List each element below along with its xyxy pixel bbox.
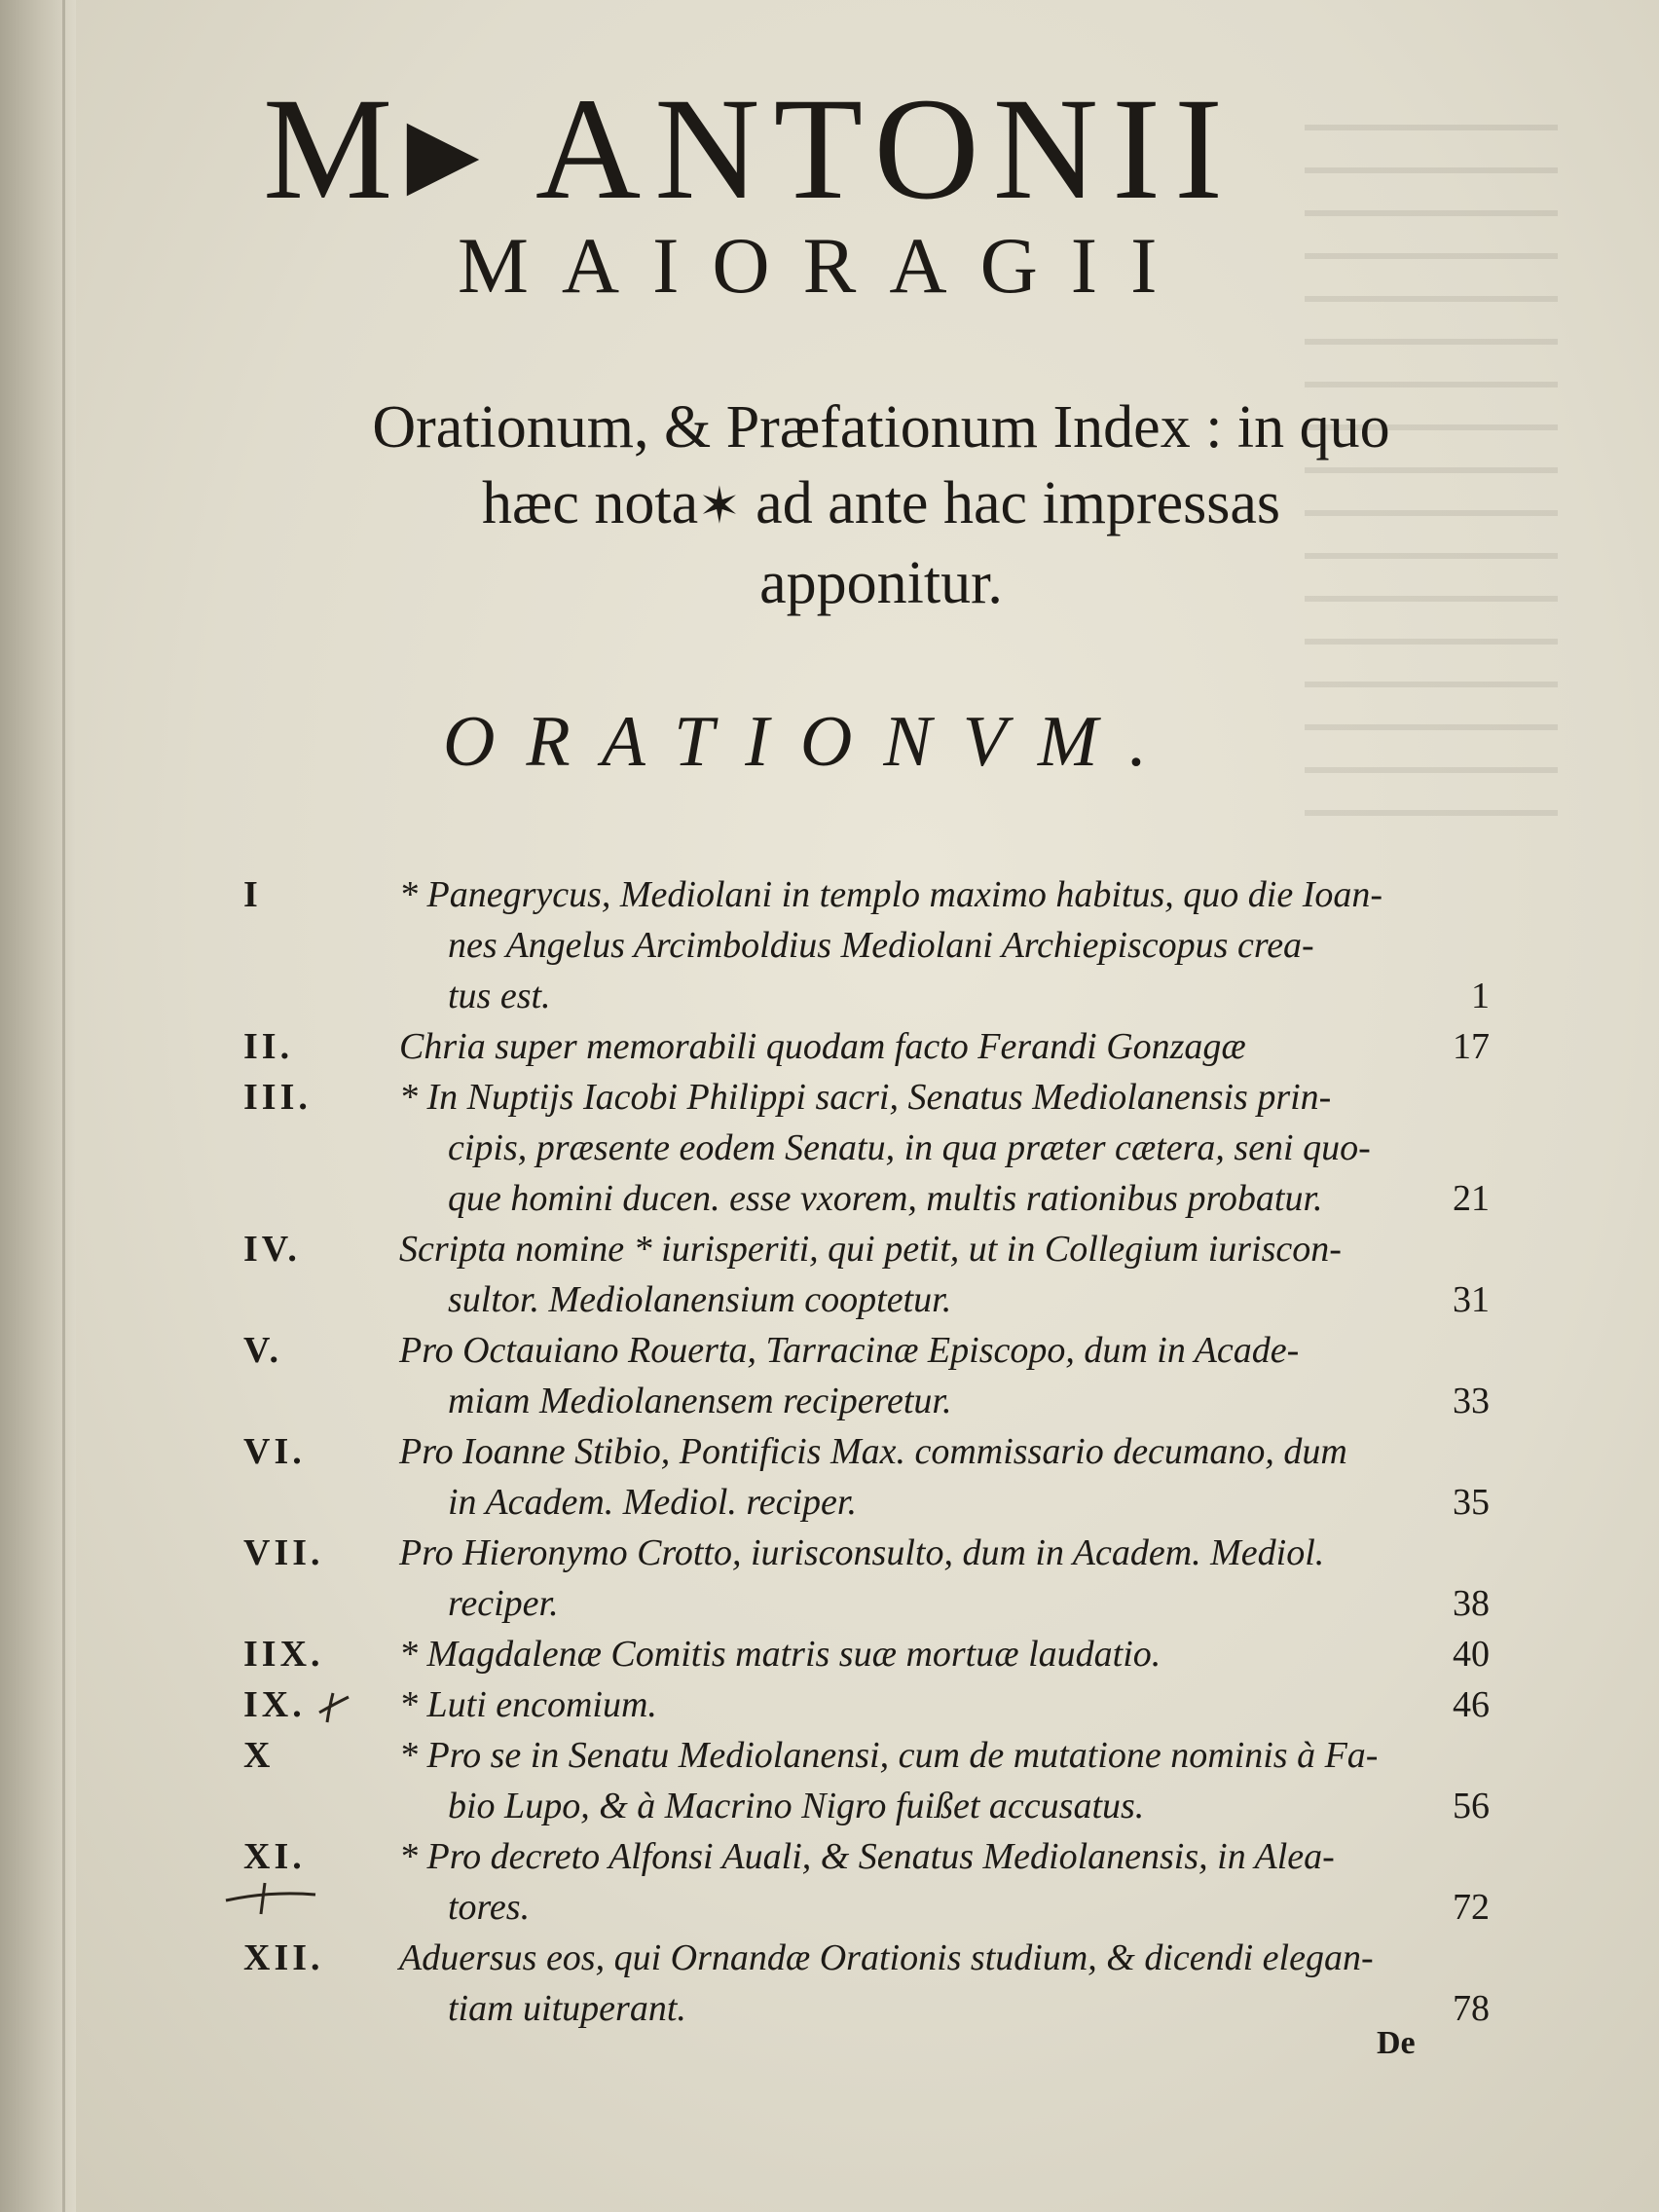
- entry-page-number: 21: [1453, 1178, 1490, 1219]
- index-entry: [243, 1072, 1490, 1224]
- entry-title-line: [243, 1376, 1490, 1426]
- entry-title-line: [243, 1072, 1490, 1123]
- entry-text: tus est.: [448, 976, 551, 1016]
- entry-page-number: 1: [1471, 976, 1490, 1016]
- entry-title-line: [243, 1679, 1490, 1730]
- entry-title-line: [243, 1730, 1490, 1781]
- entry-number: VII.: [243, 1532, 324, 1573]
- entry-text: tores.: [448, 1887, 531, 1928]
- index-entry: [243, 1224, 1490, 1325]
- entry-title-line: [243, 1477, 1490, 1528]
- entry-text: nes Angelus Arcimboldius Mediolani Archiepiscopus crea-: [448, 925, 1314, 966]
- entry-text: reciper.: [448, 1583, 559, 1624]
- section-heading: ORATIONVM.: [443, 702, 1179, 782]
- entry-title-line: [243, 1528, 1490, 1578]
- entry-page-number: 17: [1453, 1026, 1490, 1067]
- entry-title-line: [243, 1325, 1490, 1376]
- entry-number: VI.: [243, 1431, 306, 1472]
- entry-number: XII.: [243, 1937, 324, 1978]
- entry-title-line: [243, 920, 1490, 971]
- entry-text: * Pro decreto Alfonsi Auali, & Senatus Mediolanensis, in Alea-: [399, 1836, 1335, 1877]
- orations-index: [243, 869, 1490, 2034]
- title-author-surname: MAIORAGII: [458, 221, 1191, 310]
- catchword: De: [1377, 2025, 1416, 2061]
- intro-line-1: Orationum, & Præfationum Index : in quo: [372, 394, 1390, 461]
- index-introduction: [263, 389, 1499, 621]
- entry-title-line: [243, 1426, 1490, 1477]
- entry-number: XI.: [243, 1836, 306, 1877]
- index-entry: [243, 1629, 1490, 1679]
- entry-text: * In Nuptijs Iacobi Philippi sacri, Senatus Mediolanensis prin-: [399, 1077, 1332, 1118]
- entry-page-number: 40: [1453, 1634, 1490, 1675]
- star-mark-icon: ✶: [698, 479, 741, 535]
- entry-title-line: [243, 1173, 1490, 1224]
- entry-title-line: [243, 1274, 1490, 1325]
- entry-number: IIX.: [243, 1634, 324, 1675]
- entry-page-number: 72: [1453, 1887, 1490, 1928]
- entry-page-number: 35: [1453, 1482, 1490, 1523]
- index-entry: [243, 1021, 1490, 1072]
- entry-text: tiam uituperant.: [448, 1988, 686, 2029]
- entry-number: II.: [243, 1026, 294, 1067]
- entry-title-line: [243, 1629, 1490, 1679]
- entry-text: cipis, præsente eodem Senatu, in qua præter cætera, seni quo-: [448, 1127, 1371, 1168]
- entry-title-line: [243, 1224, 1490, 1274]
- entry-text: Scripta nomine * iurisperiti, qui petit, ut in Collegium iuriscon-: [399, 1229, 1342, 1270]
- entry-number: IV.: [243, 1229, 301, 1270]
- entry-text: Chria super memorabili quodam facto Ferandi Gonzagæ: [399, 1026, 1246, 1067]
- entry-title-line: [243, 1831, 1490, 1882]
- entry-page-number: 38: [1453, 1583, 1490, 1624]
- entry-title-line: [243, 1021, 1490, 1072]
- index-entry: [243, 1831, 1490, 1933]
- entry-number: I: [243, 874, 262, 915]
- entry-text: sultor. Mediolanensium cooptetur.: [448, 1279, 952, 1320]
- entry-title-line: [243, 1578, 1490, 1629]
- entry-number: III.: [243, 1077, 312, 1118]
- index-entry: [243, 1730, 1490, 1831]
- entry-number: IX.: [243, 1684, 306, 1725]
- index-entry: [243, 869, 1490, 1021]
- intro-line-3: apponitur.: [759, 550, 1003, 616]
- entry-page-number: 33: [1453, 1381, 1490, 1421]
- index-entry: [243, 1679, 1490, 1730]
- entry-title-line: [243, 1123, 1490, 1173]
- entry-page-number: 78: [1453, 1988, 1490, 2029]
- entry-page-number: 56: [1453, 1786, 1490, 1826]
- entry-page-number: 31: [1453, 1279, 1490, 1320]
- title-author-name: M▸ ANTONII: [263, 68, 1237, 230]
- entry-text: miam Mediolanensem reciperetur.: [448, 1381, 952, 1421]
- handwritten-cross-mark-icon: [313, 1687, 352, 1726]
- entry-title-line: [243, 971, 1490, 1021]
- entry-text: Aduersus eos, qui Ornandæ Orationis studium, & dicendi elegan-: [399, 1937, 1374, 1978]
- entry-title-line: [243, 1933, 1490, 1983]
- entry-page-number: 46: [1453, 1684, 1490, 1725]
- entry-number: V.: [243, 1330, 283, 1371]
- index-entry: [243, 1933, 1490, 2034]
- entry-title-line: [243, 869, 1490, 920]
- index-entry: [243, 1426, 1490, 1528]
- index-entry: [243, 1528, 1490, 1629]
- entry-title-line: [243, 1882, 1490, 1933]
- entry-title-line: [243, 1983, 1490, 2034]
- entry-text: * Luti encomium.: [399, 1684, 657, 1725]
- entry-text: bio Lupo, & à Macrino Nigro fuißet accusatus.: [448, 1786, 1145, 1826]
- entry-text: in Academ. Mediol. reciper.: [448, 1482, 858, 1523]
- entry-number: X: [243, 1735, 275, 1776]
- intro-line-2: hæc nota✶ ad ante hac impressas: [481, 470, 1281, 536]
- entry-text: * Magdalenæ Comitis matris suæ mortuæ laudatio.: [399, 1634, 1161, 1675]
- entry-text: * Pro se in Senatu Mediolanensi, cum de mutatione nominis à Fa-: [399, 1735, 1379, 1776]
- entry-text: * Panegrycus, Mediolani in templo maximo habitus, quo die Ioan-: [399, 874, 1383, 915]
- entry-text: Pro Octauiano Rouerta, Tarracinæ Episcopo, dum in Acade-: [399, 1330, 1300, 1371]
- entry-text: Pro Ioanne Stibio, Pontificis Max. commissario decumano, dum: [399, 1431, 1347, 1472]
- handwritten-dash-mark-icon: [222, 1877, 319, 1916]
- entry-text: que homini ducen. esse vxorem, multis rationibus probatur.: [448, 1178, 1323, 1219]
- entry-text: Pro Hieronymo Crotto, iurisconsulto, dum in Academ. Mediol.: [399, 1532, 1325, 1573]
- entry-title-line: [243, 1781, 1490, 1831]
- gutter-fold: [62, 0, 65, 2212]
- index-entry: [243, 1325, 1490, 1426]
